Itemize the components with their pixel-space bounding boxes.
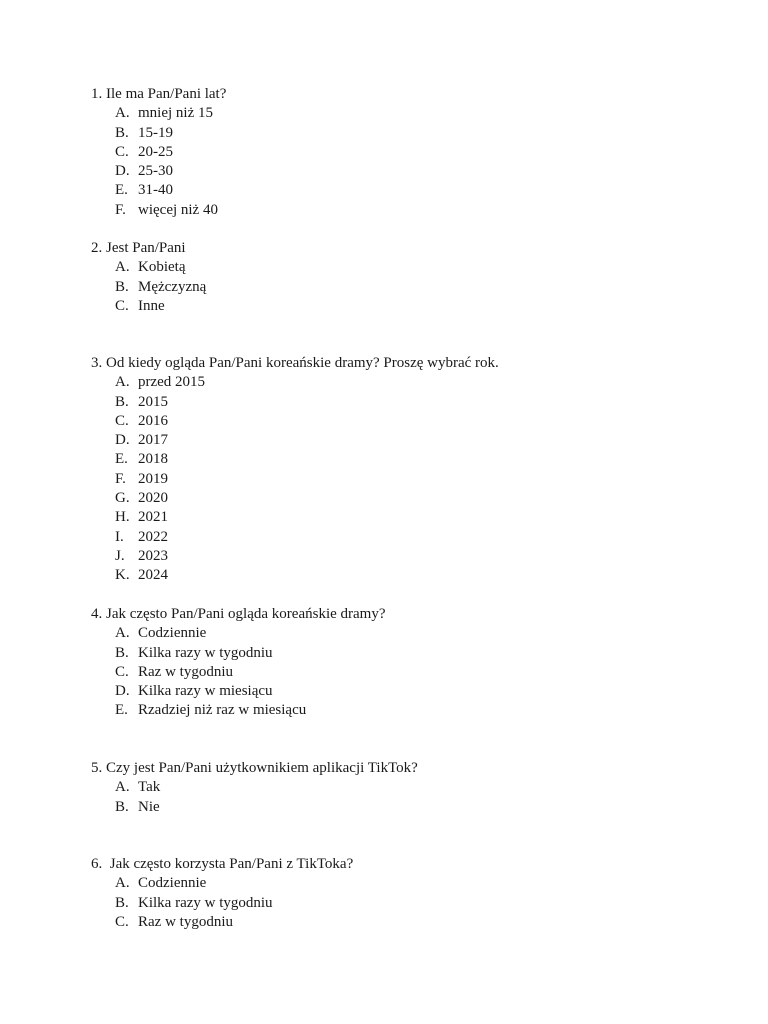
option-label: Raz w tygodniu	[138, 913, 233, 930]
answer-option	[91, 124, 731, 143]
option-letter: B.	[115, 894, 129, 911]
question-title: 5. Czy jest Pan/Pani użytkownikiem aplikacji TikTok?	[91, 760, 418, 776]
answer-option	[91, 489, 731, 508]
option-label: 20-25	[138, 143, 173, 160]
option-letter: A.	[115, 779, 130, 796]
option-label: 2024	[138, 567, 168, 584]
answer-option	[91, 913, 731, 932]
option-label: Kilka razy w tygodniu	[138, 644, 273, 661]
answer-option	[91, 778, 731, 797]
question-5	[91, 759, 731, 817]
option-label: Mężczyzną	[138, 278, 207, 295]
option-letter: J.	[115, 547, 125, 564]
option-label: 2022	[138, 528, 168, 545]
question-4	[91, 605, 731, 721]
option-label: 2019	[138, 470, 168, 487]
answer-option	[91, 701, 731, 720]
option-letter: D.	[115, 163, 130, 180]
option-letter: B.	[115, 278, 129, 295]
answer-option	[91, 547, 731, 566]
option-label: więcej niż 40	[138, 201, 218, 218]
option-label: Raz w tygodniu	[138, 663, 233, 680]
option-letter: C.	[115, 913, 129, 930]
option-letter: I.	[115, 528, 124, 545]
option-letter: E.	[115, 702, 128, 719]
option-label: 2020	[138, 490, 168, 507]
question-title: 1. Ile ma Pan/Pani lat?	[91, 86, 227, 102]
option-letter: A.	[115, 259, 130, 276]
question-title: 3. Od kiedy ogląda Pan/Pani koreańskie dramy? Proszę wybrać rok.	[91, 355, 499, 371]
option-letter: C.	[115, 663, 129, 680]
answer-option	[91, 644, 731, 663]
answer-option	[91, 450, 731, 469]
option-letter: D.	[115, 432, 130, 449]
option-letter: F.	[115, 470, 126, 487]
option-label: 2016	[138, 412, 168, 429]
option-letter: B.	[115, 393, 129, 410]
option-label: Rzadziej niż raz w miesiącu	[138, 702, 307, 719]
option-label: 2021	[138, 509, 168, 526]
option-label: 25-30	[138, 163, 173, 180]
question-title: 6. Jak często korzysta Pan/Pani z TikToka?	[91, 856, 354, 872]
option-label: 15-19	[138, 124, 173, 141]
option-letter: A.	[115, 875, 130, 892]
option-letter: E.	[115, 182, 128, 199]
option-label: 2017	[138, 432, 168, 449]
question-title: 4. Jak często Pan/Pani ogląda koreańskie dramy?	[91, 606, 386, 622]
answer-option	[91, 373, 731, 392]
answer-option	[91, 508, 731, 527]
option-label: 31-40	[138, 182, 173, 199]
option-label: 2023	[138, 547, 168, 564]
question-1	[91, 85, 731, 220]
option-letter: A.	[115, 105, 130, 122]
answer-option	[91, 297, 731, 316]
option-letter: B.	[115, 124, 129, 141]
option-label: 2015	[138, 393, 168, 410]
answer-option	[91, 528, 731, 547]
option-letter: F.	[115, 201, 126, 218]
answer-option	[91, 104, 731, 123]
option-letter: K.	[115, 567, 130, 584]
option-letter: E.	[115, 451, 128, 468]
answer-option	[91, 798, 731, 817]
answer-option	[91, 682, 731, 701]
option-letter: A.	[115, 625, 130, 642]
answer-option	[91, 412, 731, 431]
answer-option	[91, 278, 731, 297]
option-letter: D.	[115, 683, 130, 700]
answer-option	[91, 258, 731, 277]
option-letter: C.	[115, 412, 129, 429]
answer-option	[91, 431, 731, 450]
answer-option	[91, 566, 731, 585]
answer-option	[91, 470, 731, 489]
option-letter: C.	[115, 143, 129, 160]
answer-option	[91, 663, 731, 682]
option-label: Codziennie	[138, 625, 207, 642]
option-label: Codziennie	[138, 875, 207, 892]
option-letter: A.	[115, 374, 130, 391]
option-label: Kobietą	[138, 259, 186, 276]
option-label: Nie	[138, 798, 160, 815]
option-letter: B.	[115, 798, 129, 815]
answer-option	[91, 894, 731, 913]
answer-option	[91, 393, 731, 412]
option-label: 2018	[138, 451, 168, 468]
answer-option	[91, 624, 731, 643]
option-letter: H.	[115, 509, 130, 526]
answer-option	[91, 181, 731, 200]
option-label: przed 2015	[138, 374, 206, 391]
question-6	[91, 855, 731, 932]
option-label: mniej niż 15	[138, 105, 213, 122]
answer-option	[91, 874, 731, 893]
option-letter: C.	[115, 297, 129, 314]
option-letter: B.	[115, 644, 129, 661]
option-letter: G.	[115, 490, 130, 507]
question-title: 2. Jest Pan/Pani	[91, 240, 186, 256]
option-label: Inne	[138, 297, 165, 314]
answer-option	[91, 201, 731, 220]
option-label: Kilka razy w miesiącu	[138, 683, 273, 700]
question-2	[91, 239, 731, 316]
option-label: Tak	[138, 779, 161, 796]
answer-option	[91, 162, 731, 181]
option-label: Kilka razy w tygodniu	[138, 894, 273, 911]
answer-option	[91, 143, 731, 162]
question-3	[91, 354, 731, 586]
